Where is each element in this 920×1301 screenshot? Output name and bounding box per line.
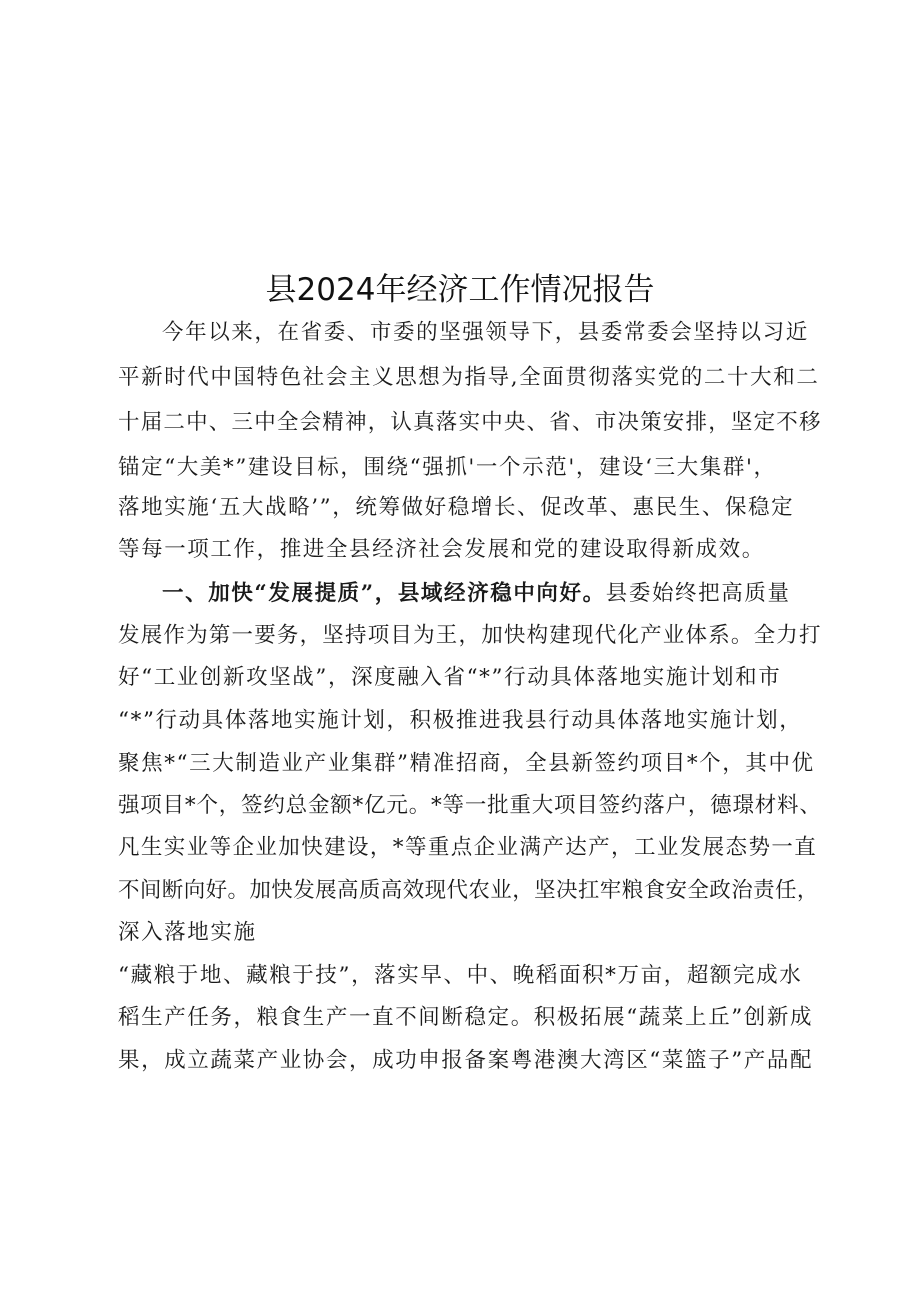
section-heading-line xyxy=(162,579,791,609)
paragraph-line: 十届二中、三中全会精神，认真落实中央、省、市决策安排，坚定不移 xyxy=(118,410,822,435)
paragraph-line: “*”行动具体落地实施计划，积极推进我县行动具体落地实施计划， xyxy=(118,708,803,733)
paragraph-line: 等每一项工作，推进全县经济社会发展和党的建设取得新成效。 xyxy=(118,537,765,562)
section-heading-tail: 县委始终把高质量 xyxy=(605,581,791,606)
paragraph-line: 凡生实业等企业加快建设，*等重点企业满产达产，工业发展态势一直 xyxy=(118,835,818,860)
paragraph-line: 落地实施‘五大战略’”，统筹做好稳增长、促改革、惠民生、保稳定 xyxy=(118,495,795,520)
section-heading: 一、加快“发展提质”，县域经济稳中向好。 xyxy=(162,581,606,606)
document-title: 县2024年经济工作情况报告 xyxy=(265,272,655,308)
paragraph-line: 好“工业创新攻坚战”，深度融入省“*”行动具体落地实施计划和市 xyxy=(118,665,782,690)
paragraph-line: 今年以来，在省委、市委的坚强领导下，县委常委会坚持以习近 xyxy=(162,320,809,345)
paragraph-line: 强项目*个，签约总金额*亿元。*等一批重大项目签约落户，德璟材料、 xyxy=(118,793,822,818)
paragraph-line: 深入落地实施 xyxy=(118,920,257,945)
paragraph-line: 稻生产任务，粮食生产一直不间断稳定。积极拓展“蔬菜上丘”创新成 xyxy=(118,1005,814,1030)
paragraph-line: 发展作为第一要务，坚持项目为王，加快构建现代化产业体系。全力打 xyxy=(118,623,822,648)
paragraph-line: 锚定“大美*”建设目标，围绕“强抓'一个示范'，建设‘三大集群'， xyxy=(118,455,777,480)
paragraph-line: 果，成立蔬菜产业协会，成功申报备案粤港澳大湾区“菜篮子”产品配 xyxy=(118,1048,814,1073)
paragraph-line: “藏粮于地、藏粮于技”，落实早、中、晚稻面积*万亩，超额完成水 xyxy=(118,963,803,988)
paragraph-line: 平新时代中国特色社会主义思想为指导,全面贯彻落实党的二十大和二 xyxy=(118,365,820,390)
paragraph-line: 聚焦*“三大制造业产业集群”精准招商，全县新签约项目*个，其中优 xyxy=(118,751,815,776)
paragraph-line: 不间断向好。加快发展高质高效现代农业，坚决扛牢粮食安全政治责任， xyxy=(118,878,819,903)
